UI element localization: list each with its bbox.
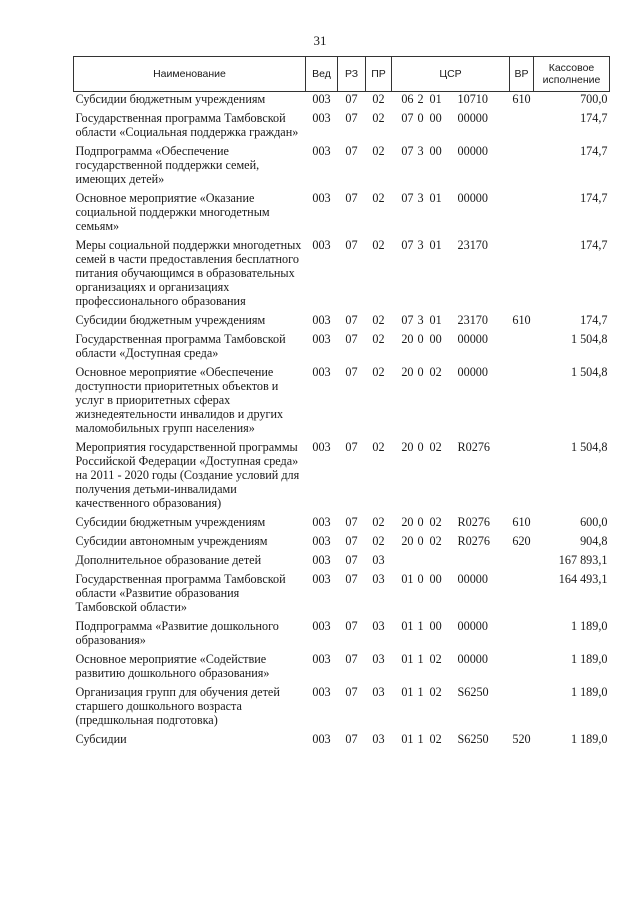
table-row (74, 727, 610, 746)
row-csr (392, 548, 510, 567)
row-amount: 1 504,8 (570, 365, 608, 379)
row-rz: 07 (345, 144, 358, 158)
csr-part-4: S6250 (457, 685, 489, 699)
csr-part-1: 07 (401, 144, 414, 158)
row-rz: 07 (345, 515, 358, 529)
row-csr (392, 92, 510, 107)
header-name: Наименование (74, 57, 306, 92)
row-vr (510, 548, 534, 567)
row-ved: 003 (312, 553, 331, 567)
table-row (74, 233, 610, 308)
csr-part-3: 02 (429, 515, 442, 529)
csr-part-1: 06 (401, 92, 414, 106)
row-name: Субсидии бюджетным учреждениям (75, 92, 266, 106)
row-amount: 174,7 (580, 144, 608, 158)
csr-part-1: 07 (401, 238, 414, 252)
row-vr: 610 (512, 515, 531, 529)
row-pr: 02 (372, 111, 385, 125)
row-vr (510, 647, 534, 680)
row-name: Дополнительное образование детей (75, 553, 262, 567)
row-pr: 02 (372, 332, 385, 346)
row-vr (510, 139, 534, 186)
row-name: Основное мероприятие «Содействие развитию дошкольного образования» (75, 652, 270, 680)
row-ved: 003 (312, 191, 331, 205)
row-pr: 03 (372, 652, 385, 666)
csr-part-3: 02 (429, 440, 442, 454)
csr-part-3: 01 (429, 313, 442, 327)
row-rz: 07 (345, 191, 358, 205)
csr-part-4: 23170 (457, 238, 488, 252)
row-name: Меры социальной поддержки многодетных семей в части предоставления бесплатного питания обучающимся в образовательных организациях и организациях профессионального образования (75, 238, 302, 308)
row-csr (392, 233, 510, 308)
csr-part-2: 0 (417, 440, 424, 454)
csr-part-2: 1 (417, 732, 424, 746)
table-row (74, 680, 610, 727)
csr-part-2: 0 (417, 515, 424, 529)
row-pr: 03 (372, 732, 385, 746)
row-amount: 1 189,0 (570, 652, 608, 666)
row-vr (510, 567, 534, 614)
row-rz: 07 (345, 534, 358, 548)
csr-part-3: 01 (429, 92, 442, 106)
csr-part-3: 02 (429, 365, 442, 379)
row-csr (392, 308, 510, 327)
table-row (74, 435, 610, 510)
csr-part-4: 00000 (457, 619, 488, 633)
csr-part-1: 20 (401, 534, 414, 548)
csr-part-1: 07 (401, 191, 414, 205)
csr-part-3: 00 (429, 332, 442, 346)
csr-part-2: 3 (417, 313, 424, 327)
table-row (74, 510, 610, 529)
row-amount: 600,0 (580, 515, 608, 529)
row-ved: 003 (312, 144, 331, 158)
row-pr: 02 (372, 144, 385, 158)
row-name: Субсидии бюджетным учреждениям (75, 313, 266, 327)
row-csr (392, 680, 510, 727)
csr-part-2: 1 (417, 685, 424, 699)
row-name: Государственная программа Тамбовской области «Развитие образования Тамбовской области» (75, 572, 286, 614)
csr-part-1: 01 (401, 652, 414, 666)
table-header-row (74, 57, 610, 92)
row-csr (392, 139, 510, 186)
row-ved: 003 (312, 365, 331, 379)
row-csr (392, 360, 510, 435)
row-name: Организация групп для обучения детей старшего дошкольного возраста (предшкольная подготовка) (75, 685, 280, 727)
csr-part-2: 3 (417, 238, 424, 252)
row-vr: 610 (512, 313, 531, 327)
row-rz: 07 (345, 238, 358, 252)
row-pr: 03 (372, 685, 385, 699)
csr-part-2: 0 (417, 572, 424, 586)
row-amount: 174,7 (580, 238, 608, 252)
row-amount: 167 893,1 (558, 553, 608, 567)
row-ved: 003 (312, 440, 331, 454)
row-ved: 003 (312, 92, 331, 106)
row-vr: 520 (512, 732, 531, 746)
csr-part-3: 01 (429, 191, 442, 205)
row-rz: 07 (345, 365, 358, 379)
row-amount: 1 189,0 (570, 732, 608, 746)
row-ved: 003 (312, 534, 331, 548)
row-ved: 003 (312, 332, 331, 346)
row-amount: 174,7 (580, 111, 608, 125)
row-csr (392, 327, 510, 360)
row-name: Подпрограмма «Обеспечение государственной поддержки семей, имеющих детей» (75, 144, 260, 186)
row-vr (510, 435, 534, 510)
csr-part-1: 01 (401, 732, 414, 746)
row-name: Субсидии (75, 732, 127, 746)
row-vr: 610 (512, 92, 531, 106)
csr-part-3: 02 (429, 732, 442, 746)
csr-part-3: 02 (429, 534, 442, 548)
csr-part-1: 01 (401, 572, 414, 586)
row-rz: 07 (345, 572, 358, 586)
csr-part-4: 00000 (457, 572, 488, 586)
csr-part-3: 00 (429, 619, 442, 633)
row-ved: 003 (312, 732, 331, 746)
row-pr: 02 (372, 92, 385, 106)
row-pr: 02 (372, 534, 385, 548)
header-vr: ВР (510, 57, 534, 92)
row-name: Основное мероприятие «Обеспечение доступности приоритетных объектов и услуг в приоритетных сферах жизнедеятельности инвалидов и других маломобильных групп населения» (75, 365, 284, 435)
csr-part-1: 07 (401, 111, 414, 125)
csr-part-2: 3 (417, 144, 424, 158)
row-name: Субсидии бюджетным учреждениям (75, 515, 266, 529)
row-amount: 164 493,1 (558, 572, 608, 586)
csr-part-2: 0 (417, 365, 424, 379)
csr-part-4: 23170 (457, 313, 488, 327)
row-csr (392, 529, 510, 548)
csr-part-2: 0 (417, 111, 424, 125)
row-rz: 07 (345, 92, 358, 106)
row-rz: 07 (345, 332, 358, 346)
row-rz: 07 (345, 732, 358, 746)
row-pr: 03 (372, 553, 385, 567)
row-name: Основное мероприятие «Оказание социальной поддержки многодетным семьям» (75, 191, 270, 233)
csr-part-2: 1 (417, 619, 424, 633)
row-pr: 02 (372, 191, 385, 205)
row-name: Субсидии автономным учреждениям (75, 534, 268, 548)
row-ved: 003 (312, 619, 331, 633)
row-pr: 02 (372, 440, 385, 454)
row-pr: 02 (372, 365, 385, 379)
table-row (74, 567, 610, 614)
csr-part-3: 02 (429, 652, 442, 666)
row-csr (392, 614, 510, 647)
csr-part-4: 00000 (457, 111, 488, 125)
row-vr (510, 233, 534, 308)
table-row (74, 360, 610, 435)
row-name: Подпрограмма «Развитие дошкольного образования» (75, 619, 279, 647)
table-body (74, 92, 610, 747)
row-pr: 03 (372, 619, 385, 633)
row-vr: 620 (512, 534, 531, 548)
row-amount: 174,7 (580, 313, 608, 327)
table-row (74, 308, 610, 327)
row-ved: 003 (312, 652, 331, 666)
csr-part-3: 00 (429, 144, 442, 158)
row-vr (510, 327, 534, 360)
header-amount: Кассовое исполнение (534, 57, 610, 92)
budget-table (73, 56, 610, 746)
row-vr (510, 614, 534, 647)
csr-part-4: 00000 (457, 652, 488, 666)
csr-part-1: 20 (401, 515, 414, 529)
csr-part-1: 01 (401, 685, 414, 699)
table-row (74, 529, 610, 548)
row-csr (392, 727, 510, 746)
row-ved: 003 (312, 572, 331, 586)
table-row (74, 548, 610, 567)
page-number: 31 (313, 33, 327, 48)
row-csr (392, 186, 510, 233)
csr-part-4: 00000 (457, 144, 488, 158)
row-ved: 003 (312, 111, 331, 125)
row-amount: 1 504,8 (570, 440, 608, 454)
row-ved: 003 (312, 515, 331, 529)
row-name: Мероприятия государственной программы Российской Федерации «Доступная среда» на 2011 - 2020 годы (Создание условий для получения детьми-инвалидами качественного образования) (75, 440, 300, 510)
row-ved: 003 (312, 238, 331, 252)
row-name: Государственная программа Тамбовской области «Доступная среда» (75, 332, 286, 360)
row-amount: 174,7 (580, 191, 608, 205)
csr-part-3: 00 (429, 111, 442, 125)
row-amount: 904,8 (580, 534, 608, 548)
csr-part-2: 2 (417, 92, 424, 106)
row-name: Государственная программа Тамбовской области «Социальная поддержка граждан» (75, 111, 299, 139)
csr-part-1: 20 (401, 365, 414, 379)
csr-part-3: 00 (429, 572, 442, 586)
row-rz: 07 (345, 553, 358, 567)
csr-part-1: 20 (401, 440, 414, 454)
csr-part-2: 3 (417, 191, 424, 205)
row-amount: 1 189,0 (570, 685, 608, 699)
row-csr (392, 106, 510, 139)
row-pr: 02 (372, 313, 385, 327)
csr-part-4: 00000 (457, 332, 488, 346)
row-rz: 07 (345, 619, 358, 633)
row-csr (392, 647, 510, 680)
row-ved: 003 (312, 313, 331, 327)
csr-part-4: S6250 (457, 732, 489, 746)
csr-part-1: 01 (401, 619, 414, 633)
csr-part-2: 0 (417, 332, 424, 346)
row-vr (510, 106, 534, 139)
header-ved: Вед (306, 57, 338, 92)
row-rz: 07 (345, 652, 358, 666)
row-ved: 003 (312, 685, 331, 699)
header-csr: ЦСР (392, 57, 510, 92)
row-vr (510, 360, 534, 435)
row-rz: 07 (345, 313, 358, 327)
row-vr (510, 680, 534, 727)
row-pr: 02 (372, 238, 385, 252)
row-rz: 07 (345, 685, 358, 699)
row-amount: 700,0 (580, 92, 608, 106)
header-pr: ПР (366, 57, 392, 92)
header-rz: РЗ (338, 57, 366, 92)
csr-part-4: R0276 (457, 515, 491, 529)
csr-part-1: 07 (401, 313, 414, 327)
row-pr: 03 (372, 572, 385, 586)
table-row (74, 327, 610, 360)
table-row (74, 106, 610, 139)
row-amount: 1 504,8 (570, 332, 608, 346)
csr-part-2: 1 (417, 652, 424, 666)
row-csr (392, 567, 510, 614)
row-rz: 07 (345, 440, 358, 454)
csr-part-3: 01 (429, 238, 442, 252)
table-row (74, 186, 610, 233)
csr-part-4: R0276 (457, 534, 491, 548)
csr-part-4: 10710 (457, 92, 488, 106)
table-row (74, 92, 610, 107)
row-vr (510, 186, 534, 233)
csr-part-2: 0 (417, 534, 424, 548)
row-pr: 02 (372, 515, 385, 529)
row-csr (392, 510, 510, 529)
csr-part-4: 00000 (457, 365, 488, 379)
csr-part-4: R0276 (457, 440, 491, 454)
row-csr (392, 435, 510, 510)
csr-part-1: 20 (401, 332, 414, 346)
csr-part-3: 02 (429, 685, 442, 699)
table-row (74, 614, 610, 647)
table-row (74, 647, 610, 680)
table-row (74, 139, 610, 186)
row-rz: 07 (345, 111, 358, 125)
csr-part-4: 00000 (457, 191, 488, 205)
row-amount: 1 189,0 (570, 619, 608, 633)
